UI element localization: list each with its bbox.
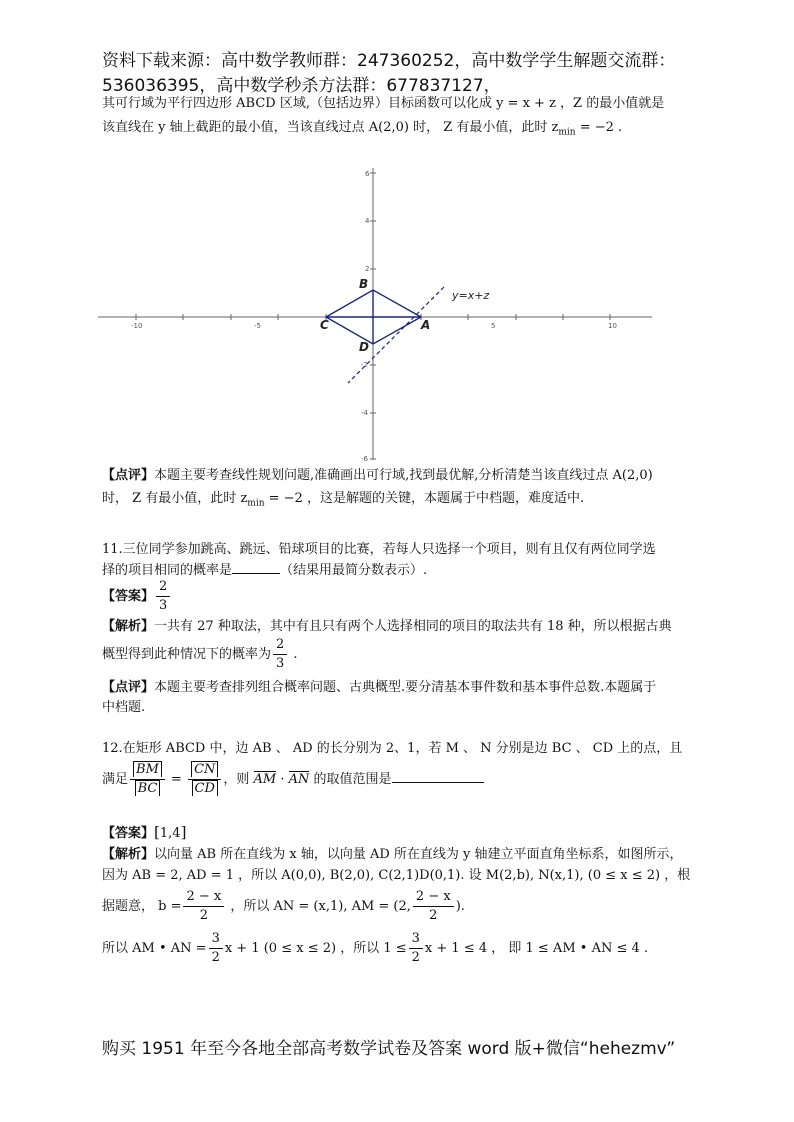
q12-solution-line-3: 据题意， b = $\frac{2 - x}{2}$ ，所以 AN = (x,1), AM = (2, $\frac{2 - x}{2}$ ). bbox=[102, 889, 465, 923]
q12-solution-line-2: 因为 AB = 2, AD = 1 ，所以 A(0,0), B(2,0), C(2,1)D(0,1). 设 M(2,b), N(x,1), (0 ≤ x ≤ 2) ，根 bbox=[102, 868, 691, 883]
objective-line-label: y=x+z bbox=[452, 289, 490, 302]
q12-answer: 【答案】[1,4] bbox=[102, 823, 187, 841]
y-tick-label: -6 bbox=[361, 455, 368, 463]
point-label-d: D bbox=[359, 340, 369, 354]
q11-line-1: 11.三位同学参加跳高、跳远、铅球项目的比赛，若每人只选择一个项目，则有且仅有两位同学选 bbox=[102, 542, 656, 557]
q10-comment-line-1: 【点评】本题主要考查线性规划问题,准确画出可行域,找到最优解,分析清楚当该直线过点 A(2,0) bbox=[102, 468, 653, 483]
x-tick-label: -5 bbox=[254, 322, 261, 330]
x-tick-label: 5 bbox=[491, 322, 496, 330]
q12-line-2: 满足 $\frac{BM}{BC}$ = $\frac{CN}{CD}$ ，则 AM · AN 的取值范围是 bbox=[102, 761, 484, 798]
q10-line-2: 该直线在 y 轴上截距的最小值，当该直线过点 A(2,0) 时， Z 有最小值，此时 $z_{min} = -2$ . bbox=[102, 120, 623, 138]
q11-solution-line-1: 【解析】一共有 27 种取法，其中有且只有两个人选择相同的项目的取法共有 18 种，所以根据古典 bbox=[102, 619, 672, 634]
y-tick-label: 6 bbox=[365, 170, 370, 178]
footer-ad: 购买 1951 年至今各地全部高考数学试卷及答案 word 版+微信“hehezmv” bbox=[102, 1039, 676, 1059]
y-tick-label: 2 bbox=[365, 265, 370, 273]
point-label-c: C bbox=[320, 318, 329, 332]
q12-solution-line-4: 所以 AM • AN = $\frac{3}{2}$ x + 1 (0 ≤ x ≤ 2) ，所以 1 ≤ $\frac{3}{2}$ x + 1 ≤ 4 ， 即 1 ≤ AM • AN ≤ 4 . bbox=[102, 931, 649, 965]
y-tick-label: -4 bbox=[361, 409, 368, 417]
q12-solution-line-1: 【解析】以向量 AB 所在直线为 x 轴，以向量 AD 所在直线为 y 轴建立平面直角坐标系，如图所示， bbox=[102, 847, 683, 862]
header-line-2: 536036395，高中数学秒杀方法群：677837127， bbox=[102, 76, 501, 96]
point-label-b: B bbox=[359, 277, 369, 291]
y-tick-label: -2 bbox=[361, 361, 368, 369]
feasible-region-graph bbox=[96, 165, 656, 463]
q11-comment-line-1: 【点评】本题主要考查排列组合概率问题、古典概型.要分清基本事件数和基本事件总数.本题属于 bbox=[102, 680, 657, 695]
q11-solution-line-2: 概型得到此种情况下的概率为 $\frac{2}{3}$ . bbox=[102, 637, 298, 671]
q10-line-1: 其可行域为平行四边形 ABCD 区域,（包括边界）目标函数可以化成 y = x + z ，Z 的最小值就是 bbox=[102, 96, 665, 111]
q12-line-1: 12.在矩形 ABCD 中，边 AB 、 AD 的长分别为 2、1，若 M 、 N 分别是边 BC 、 CD 上的点，且 bbox=[102, 741, 683, 756]
q11-answer: 【答案】 $\frac{2}{3}$ bbox=[102, 578, 172, 615]
x-tick-label: 10 bbox=[608, 322, 617, 330]
y-tick-label: 4 bbox=[365, 217, 370, 225]
x-tick-label: -10 bbox=[131, 322, 143, 330]
objective-line bbox=[348, 287, 444, 383]
q11-comment-line-2: 中档题. bbox=[102, 700, 146, 715]
q11-line-2: 择的项目相同的概率是 （结果用最简分数表示）. bbox=[102, 563, 428, 578]
q10-comment-line-2: 时， Z 有最小值，此时 $z_{min} = -2$ ，这是解题的关键，本题属于中档题，难度适中. bbox=[102, 491, 585, 509]
header-line-1: 资料下载来源：高中数学教师群：247360252，高中数学学生解题交流群： bbox=[102, 51, 676, 71]
point-label-a: A bbox=[421, 318, 431, 332]
